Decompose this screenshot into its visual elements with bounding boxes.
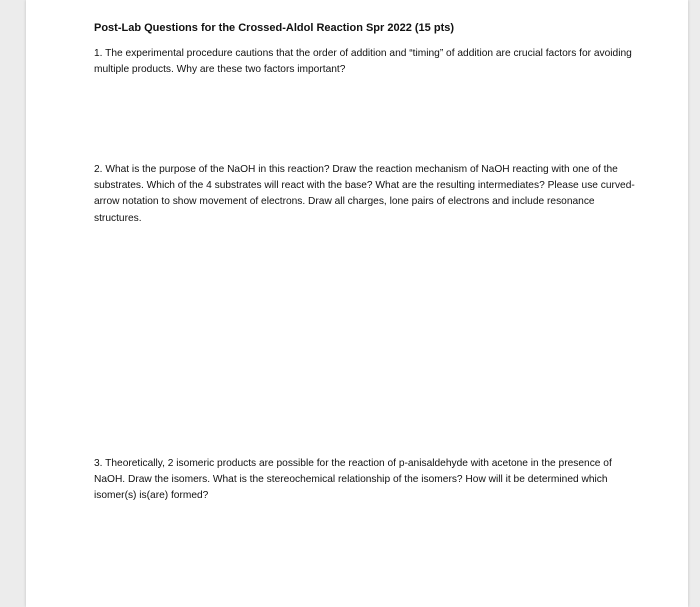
document-page [26, 0, 688, 607]
document-title: Post-Lab Questions for the Crossed-Aldol Reaction Spr 2022 (15 pts) [94, 22, 455, 34]
question-2: 2. What is the purpose of the NaOH in this reaction? Draw the reaction mechanism of NaOH reacting with one of the substrates. Which of the 4 substrates will react with the base? What are the resulting intermediates? Please use curved-arrow notation to show movement of electrons. Draw all charges, lone pairs of electrons and include resonance structures. [94, 164, 635, 224]
question-3: 3. Theoretically, 2 isomeric products are possible for the reaction of p-anisaldehyde with acetone in the presence of NaOH. Draw the isomers. What is the stereochemical relationship of the isomers? How will it be determined which isomer(s) is(are) formed? [94, 458, 612, 502]
question-1: 1. The experimental procedure cautions that the order of addition and “timing” of addition are crucial factors for avoiding multiple products. Why are these two factors important? [94, 48, 632, 76]
